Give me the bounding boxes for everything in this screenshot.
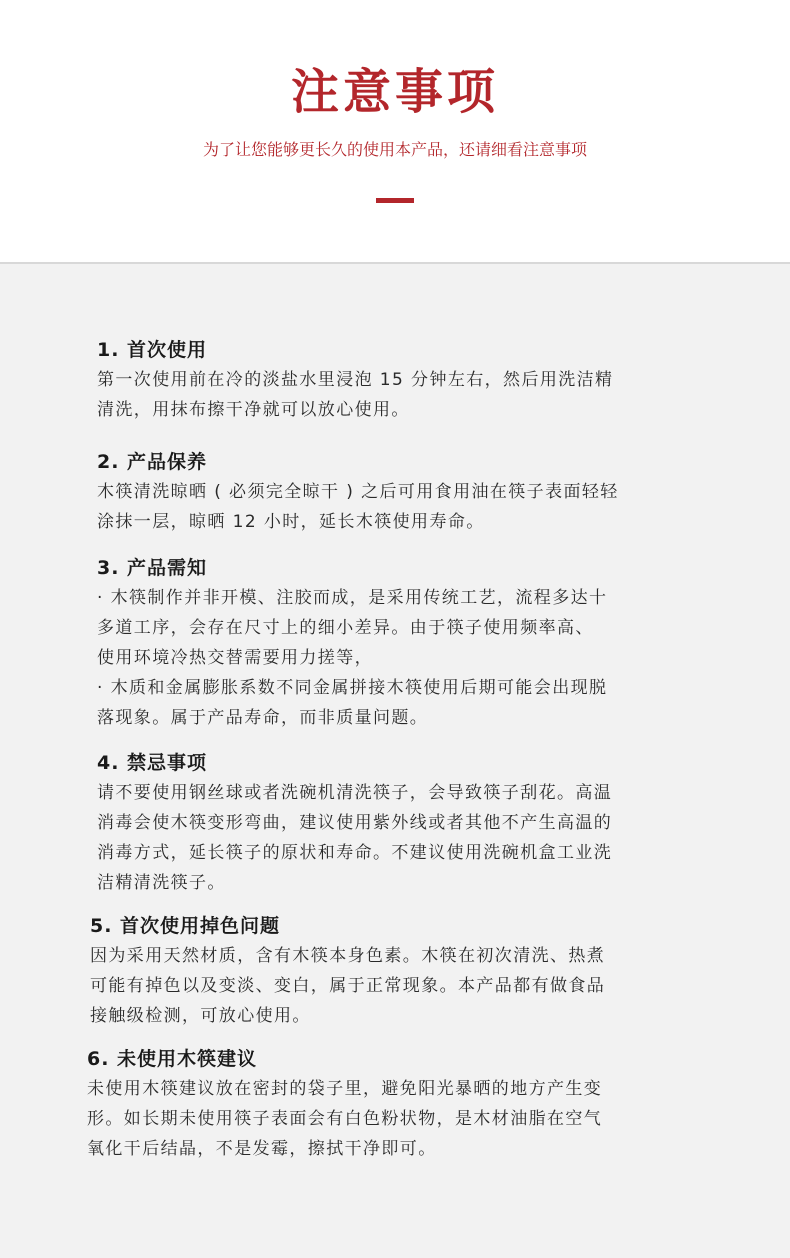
section-prohibitions — [97, 748, 737, 898]
section-text-line: 消毒方式，延长筷子的原状和寿命。不建议使用洗碗机盒工业洗 — [97, 843, 613, 863]
section-unused-storage — [87, 1044, 727, 1164]
title-underline-bar — [376, 198, 414, 203]
section-text-line: 涂抹一层，晾晒 12 小时，延长木筷使用寿命。 — [97, 512, 485, 532]
section-text-line: · 木筷制作并非开模、注胶而成，是采用传统工艺，流程多达十 — [97, 588, 608, 608]
section-text-line: 未使用木筷建议放在密封的袋子里，避免阳光暴晒的地方产生变 — [87, 1079, 603, 1099]
section-text-line: 形。如长期未使用筷子表面会有白色粉状物，是木材油脂在空气 — [87, 1109, 603, 1129]
section-text-line: 多道工序，会存在尺寸上的细小差异。由于筷子使用频率高、 — [97, 618, 594, 638]
section-text-line: 使用环境冷热交替需要用力搓等， — [97, 648, 373, 668]
section-title: 1. 首次使用 — [97, 339, 208, 361]
section-text-line: 木筷清洗晾晒 ( 必须完全晾干 ) 之后可用食用油在筷子表面轻轻 — [97, 482, 619, 502]
section-text-line: 消毒会使木筷变形弯曲，建议使用紫外线或者其他不产生高温的 — [97, 813, 613, 833]
content-panel — [0, 264, 790, 1258]
section-text-line: 清洗，用抹布擦干净就可以放心使用。 — [97, 400, 410, 420]
section-first-use — [97, 335, 737, 425]
section-color-fading — [90, 911, 730, 1031]
section-text-line: 因为采用天然材质，含有木筷本身色素。木筷在初次清洗、热煮 — [90, 946, 606, 966]
section-title: 3. 产品需知 — [97, 557, 208, 579]
section-title: 6. 未使用木筷建议 — [87, 1048, 258, 1070]
section-text-line: 第一次使用前在冷的淡盐水里浸泡 15 分钟左右，然后用洗洁精 — [97, 370, 614, 390]
section-text-line: · 木质和金属膨胀系数不同金属拼接木筷使用后期可能会出现脱 — [97, 678, 608, 698]
page-title: 注意事项 — [290, 64, 499, 120]
section-text-line: 可能有掉色以及变淡、变白，属于正常现象。本产品都有做食品 — [90, 976, 606, 996]
section-text-line: 接触级检测，可放心使用。 — [90, 1006, 311, 1026]
section-title: 4. 禁忌事项 — [97, 752, 208, 774]
section-text-line: 落现象。属于产品寿命，而非质量问题。 — [97, 708, 429, 728]
page-subtitle: 为了让您能够更长久的使用本产品，还请细看注意事项 — [202, 140, 587, 159]
section-care — [97, 447, 737, 537]
section-product-notes — [97, 553, 737, 733]
section-text-line: 请不要使用钢丝球或者洗碗机清洗筷子，会导致筷子刮花。高温 — [97, 783, 613, 803]
section-title: 2. 产品保养 — [97, 451, 208, 473]
section-text-line: 氧化干后结晶，不是发霉，擦拭干净即可。 — [87, 1139, 437, 1159]
header — [0, 0, 790, 262]
section-text-line: 洁精清洗筷子。 — [97, 873, 226, 893]
section-title: 5. 首次使用掉色问题 — [90, 915, 281, 937]
